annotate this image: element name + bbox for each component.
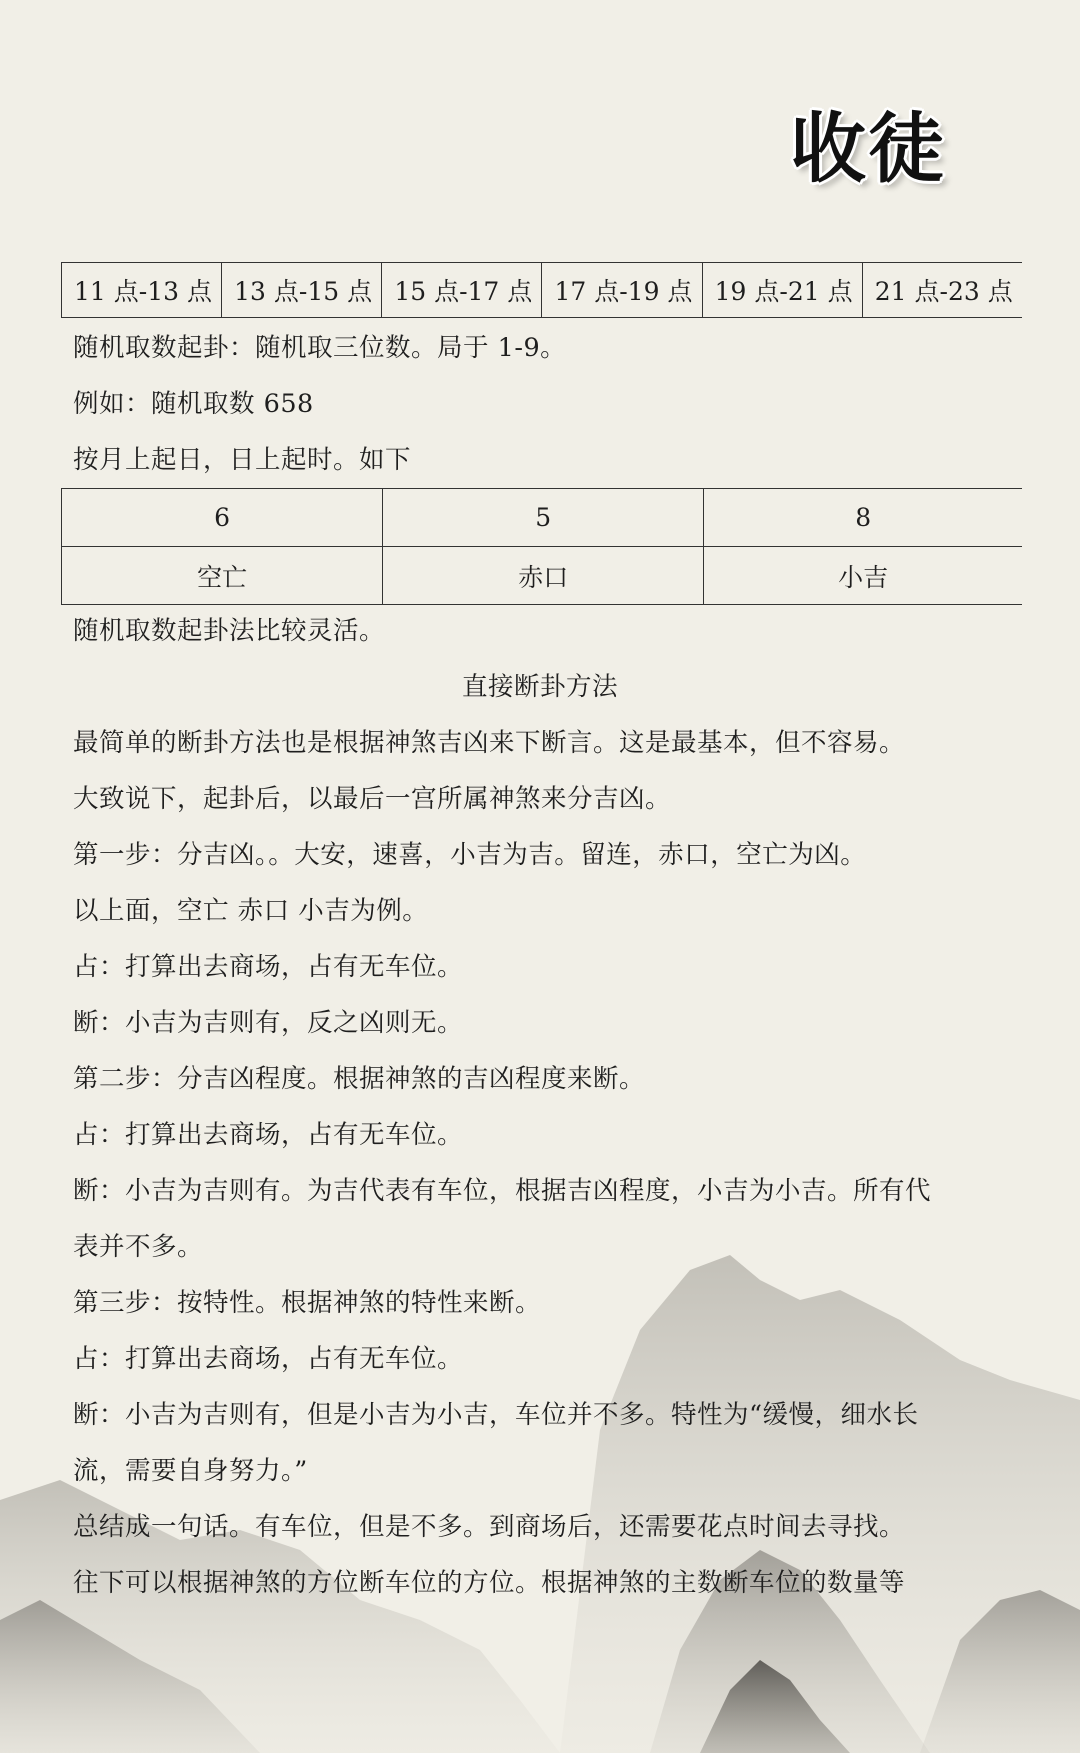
paragraph: 第二步：分吉凶程度。根据神煞的吉凶程度来断。	[73, 1064, 646, 1094]
table-row	[62, 547, 1023, 605]
table-cell: 5	[383, 489, 704, 547]
paragraph: 表并不多。	[73, 1232, 204, 1262]
paragraph: 大致说下，起卦后，以最后一宫所属神煞来分吉凶。	[73, 784, 672, 814]
paragraph: 断：小吉为吉则有，但是小吉为小吉，车位并不多。特性为“缓慢，细水长	[73, 1400, 919, 1430]
paragraph: 流，需要自身努力。”	[73, 1456, 308, 1486]
number-table	[61, 488, 1022, 605]
paragraph: 随机取数起卦法比较灵活。	[73, 616, 386, 646]
paragraph: 占：打算出去商场，占有无车位。	[73, 952, 464, 982]
table-cell: 13 点-15 点	[222, 263, 382, 318]
paragraph: 按月上起日，日上起时。如下	[73, 445, 412, 475]
table-cell: 15 点-17 点	[382, 263, 542, 318]
paragraph: 总结成一句话。有车位，但是不多。到商场后，还需要花点时间去寻找。	[73, 1512, 906, 1542]
table-cell: 小吉	[704, 547, 1022, 605]
paragraph: 第三步：按特性。根据神煞的特性来断。	[73, 1288, 542, 1318]
paragraph: 最简单的断卦方法也是根据神煞吉凶来下断言。这是最基本，但不容易。	[73, 728, 906, 758]
table-cell: 11 点-13 点	[62, 263, 222, 318]
paragraph: 占：打算出去商场，占有无车位。	[73, 1120, 464, 1150]
table-cell: 17 点-19 点	[542, 263, 702, 318]
table-cell: 赤口	[383, 547, 704, 605]
table-cell: 21 点-23 点	[862, 263, 1022, 318]
page-title: 收徒	[790, 104, 946, 193]
table-row	[62, 263, 1023, 318]
table-row	[62, 489, 1023, 547]
table-cell: 8	[704, 489, 1022, 547]
paragraph: 随机取数起卦：随机取三位数。局于 1-9。	[73, 333, 567, 363]
table-cell: 19 点-21 点	[702, 263, 862, 318]
paragraph: 例如：随机取数 658	[73, 389, 314, 419]
table-cell: 6	[62, 489, 383, 547]
time-range-table	[61, 262, 1022, 318]
paragraph: 以上面，空亡 赤口 小吉为例。	[73, 896, 429, 926]
section-heading: 直接断卦方法	[461, 672, 618, 702]
paragraph: 第一步：分吉凶。。大安，速喜，小吉为吉。留连，赤口，空亡为凶。	[73, 840, 867, 870]
paragraph: 断：小吉为吉则有。为吉代表有车位，根据吉凶程度，小吉为小吉。所有代	[73, 1176, 932, 1206]
paragraph: 往下可以根据神煞的方位断车位的方位。根据神煞的主数断车位的数量等	[73, 1568, 906, 1598]
table-cell: 空亡	[62, 547, 383, 605]
paragraph: 断：小吉为吉则有，反之凶则无。	[73, 1008, 464, 1038]
paragraph: 占：打算出去商场，占有无车位。	[73, 1344, 464, 1374]
